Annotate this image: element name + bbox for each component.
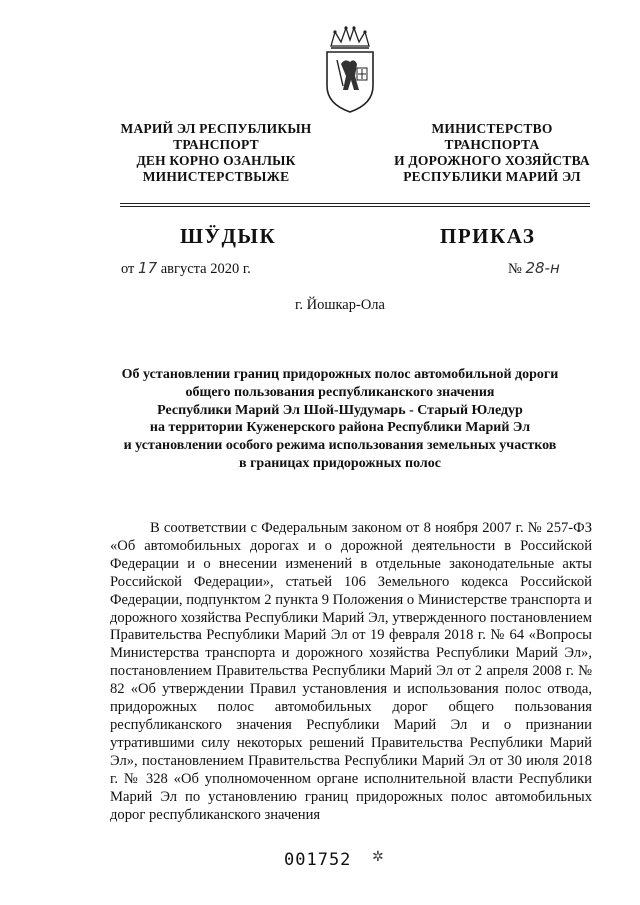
document-date xyxy=(121,259,251,278)
title-line: в границах придорожных полос xyxy=(239,455,441,471)
header-line: РЕСПУБЛИКИ МАРИЙ ЭЛ xyxy=(403,169,581,184)
number-value: 28-н xyxy=(525,259,560,277)
header-russian xyxy=(362,121,622,185)
doc-type-russian: ПРИКАЗ xyxy=(440,224,536,248)
form-serial-number: 001752 xyxy=(284,850,352,870)
header-line: ТРАНСПОРТА xyxy=(444,137,540,152)
coat-of-arms-icon xyxy=(321,24,379,114)
title-line: на территории Куженерского района Республики Марий Эл xyxy=(149,420,531,436)
header-divider-thin xyxy=(120,206,590,207)
asterisk-seal-icon: ✲ xyxy=(372,850,384,865)
title-line: Об установлении границ придорожных полос автомобильной дороги xyxy=(121,367,559,382)
header-line: ТРАНСПОРТ xyxy=(173,137,259,152)
header-mari xyxy=(86,121,346,185)
header-line: МИНИСТЕРСТВЫЖЕ xyxy=(142,169,290,184)
header-line: МИНИСТЕРСТВО xyxy=(431,121,553,136)
title-line: Республики Марий Эл Шой-Шудумарь - Старый Юледур xyxy=(157,402,523,418)
body-paragraph: В соответствии с Федеральным законом от 8 ноября 2007 г. № 257-ФЗ «Об автомобильных дорогах и о дорожной деятельности в Российской Федерации и о внесении изменений в отдельные законодательные акты Российской Федерации», статьей 106 Земельного кодекса Российской Федерации, подпунктом 2 пункта 9 Положения о Министерстве транспорта и дорожного хозяйства Республики Марий Эл, утвержденного постановлением Правительства Республики Марий Эл от 19 февраля 2018 г. № 64 «Вопросы Министерства транспорта и дорожного хозяйства Республики Марий Эл», постановлением Правительства Республики Марий Эл от 2 апреля 2008 г. № 82 «Об утверждении Правил установления и использования полос отвода, придорожных полос автомобильных дорог общего пользования республиканского значения Республики Марий Эл и о признании утратившими силу некоторых решений Правительства Республики Марий Эл», постановлением Правительства Республики Марий Эл от 30 июля 2018 г. № 328 «Об уполномоченном органе исполнительной власти Республики Марий Эл по установлению границ придорожных полос автомобильных дорог республиканского значения xyxy=(110,520,592,823)
title-line: и установлении особого режима использования земельных участков xyxy=(123,438,557,454)
header-line: МАРИЙ ЭЛ РЕСПУБЛИКЫН xyxy=(120,121,312,136)
date-prefix: от xyxy=(121,261,135,277)
doc-type-mari: ШӰДЫК xyxy=(180,224,277,248)
document-title xyxy=(95,366,585,473)
city: г. Йошкар-Ола xyxy=(295,297,385,313)
date-day: 17 xyxy=(138,259,158,277)
title-line: общего пользования республиканского значения xyxy=(185,384,495,400)
date-rest: августа 2020 г. xyxy=(160,261,251,277)
header-line: И ДОРОЖНОГО ХОЗЯЙСТВА xyxy=(394,153,590,168)
document-number xyxy=(508,259,560,278)
number-prefix: № xyxy=(508,261,522,277)
header-line: ДЕН КОРНО ОЗАНЛЫК xyxy=(136,153,296,168)
header-divider xyxy=(120,203,590,204)
